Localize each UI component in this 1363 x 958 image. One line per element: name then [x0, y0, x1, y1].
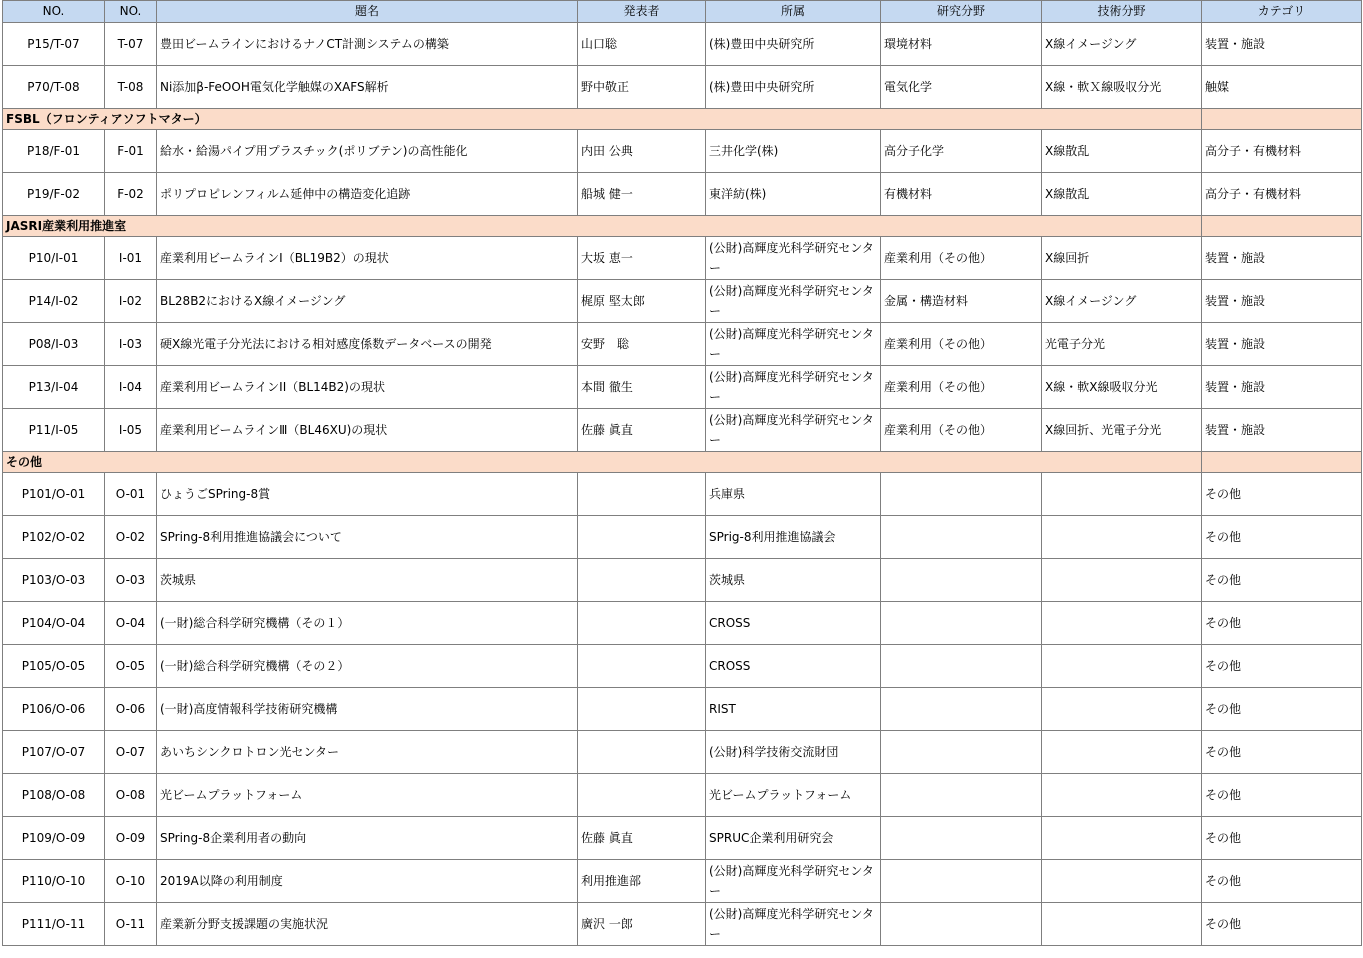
- cell-no-1[interactable]: P19/F-02: [3, 173, 105, 216]
- cell-tech-field[interactable]: [1042, 817, 1202, 860]
- cell-title[interactable]: 硬X線光電子分光法における相対感度係数データベースの開発: [157, 323, 578, 366]
- table-row: [3, 473, 1362, 516]
- table-row: [3, 602, 1362, 645]
- cell-no-1[interactable]: P103/O-03: [3, 559, 105, 602]
- cell-research-field[interactable]: [881, 860, 1042, 903]
- col-header-category[interactable]: カテゴリ: [1202, 1, 1362, 23]
- cell-no-1[interactable]: P111/O-11: [3, 903, 105, 946]
- cell-research-field[interactable]: 産業利用（その他）: [881, 366, 1042, 409]
- cell-affiliation[interactable]: 光ビームプラットフォーム: [706, 774, 881, 817]
- cell-presenter[interactable]: 本間 徹生: [578, 366, 706, 409]
- table-row: [3, 173, 1362, 216]
- cell-no-2[interactable]: O-08: [105, 774, 157, 817]
- cell-category[interactable]: 装置・施設: [1202, 366, 1362, 409]
- header-row: [3, 1, 1362, 23]
- cell-no-1[interactable]: P110/O-10: [3, 860, 105, 903]
- cell-category[interactable]: その他: [1202, 774, 1362, 817]
- cell-affiliation[interactable]: RIST: [706, 688, 881, 731]
- cell-research-field[interactable]: [881, 774, 1042, 817]
- cell-no-2[interactable]: T-07: [105, 23, 157, 66]
- cell-category[interactable]: 触媒: [1202, 66, 1362, 109]
- cell-affiliation[interactable]: (公財)高輝度光科学研究センター: [706, 280, 881, 323]
- col-header-title[interactable]: 題名: [157, 1, 578, 23]
- cell-no-2[interactable]: F-02: [105, 173, 157, 216]
- cell-no-2[interactable]: I-02: [105, 280, 157, 323]
- cell-no-2[interactable]: O-02: [105, 516, 157, 559]
- cell-research-field[interactable]: 有機材料: [881, 173, 1042, 216]
- cell-tech-field[interactable]: [1042, 645, 1202, 688]
- cell-tech-field[interactable]: [1042, 774, 1202, 817]
- cell-no-2[interactable]: O-05: [105, 645, 157, 688]
- cell-no-2[interactable]: O-06: [105, 688, 157, 731]
- cell-presenter[interactable]: [578, 473, 706, 516]
- cell-category[interactable]: その他: [1202, 602, 1362, 645]
- cell-presenter[interactable]: 廣沢 一郎: [578, 903, 706, 946]
- cell-research-field[interactable]: 環境材料: [881, 23, 1042, 66]
- cell-no-1[interactable]: P101/O-01: [3, 473, 105, 516]
- cell-presenter[interactable]: 佐藤 眞直: [578, 409, 706, 452]
- cell-no-2[interactable]: I-01: [105, 237, 157, 280]
- cell-no-1[interactable]: P106/O-06: [3, 688, 105, 731]
- cell-tech-field[interactable]: [1042, 688, 1202, 731]
- section-header-row: [3, 216, 1362, 237]
- cell-research-field[interactable]: [881, 731, 1042, 774]
- cell-category[interactable]: その他: [1202, 688, 1362, 731]
- col-header-presenter[interactable]: 発表者: [578, 1, 706, 23]
- cell-title[interactable]: 産業新分野支援課題の実施状況: [157, 903, 578, 946]
- table-row: [3, 860, 1362, 903]
- cell-category[interactable]: その他: [1202, 731, 1362, 774]
- col-header-no-1[interactable]: NO.: [3, 1, 105, 23]
- cell-presenter[interactable]: 安野 聡: [578, 323, 706, 366]
- cell-title[interactable]: ポリプロピレンフィルム延伸中の構造変化追跡: [157, 173, 578, 216]
- cell-no-1[interactable]: P14/I-02: [3, 280, 105, 323]
- cell-title[interactable]: 豊田ビームラインにおけるナノCT計測システムの構築: [157, 23, 578, 66]
- cell-affiliation[interactable]: (公財)高輝度光科学研究センター: [706, 903, 881, 946]
- section-label[interactable]: FSBL（フロンティアソフトマター）: [3, 109, 1202, 130]
- cell-no-1[interactable]: P107/O-07: [3, 731, 105, 774]
- cell-presenter[interactable]: 大坂 恵一: [578, 237, 706, 280]
- cell-no-2[interactable]: O-09: [105, 817, 157, 860]
- cell-no-2[interactable]: O-07: [105, 731, 157, 774]
- cell-category[interactable]: その他: [1202, 817, 1362, 860]
- cell-research-field[interactable]: 電気化学: [881, 66, 1042, 109]
- cell-tech-field[interactable]: X線回折: [1042, 237, 1202, 280]
- cell-title[interactable]: Ni添加β-FeOOH電気化学触媒のXAFS解析: [157, 66, 578, 109]
- cell-tech-field[interactable]: X線イメージング: [1042, 280, 1202, 323]
- cell-presenter[interactable]: [578, 688, 706, 731]
- cell-category[interactable]: 高分子・有機材料: [1202, 130, 1362, 173]
- cell-title[interactable]: SPring-8利用推進協議会について: [157, 516, 578, 559]
- cell-affiliation[interactable]: 兵庫県: [706, 473, 881, 516]
- cell-category[interactable]: 装置・施設: [1202, 409, 1362, 452]
- cell-title[interactable]: (一財)総合科学研究機構（その２）: [157, 645, 578, 688]
- table-row: [3, 237, 1362, 280]
- section-empty-cell[interactable]: [1202, 452, 1362, 473]
- table-row: [3, 817, 1362, 860]
- presentation-table: [2, 0, 1362, 946]
- table-row: [3, 516, 1362, 559]
- table-row: [3, 903, 1362, 946]
- cell-title[interactable]: 2019A以降の利用制度: [157, 860, 578, 903]
- cell-no-2[interactable]: I-05: [105, 409, 157, 452]
- table-row: [3, 774, 1362, 817]
- cell-no-1[interactable]: P18/F-01: [3, 130, 105, 173]
- cell-research-field[interactable]: 産業利用（その他）: [881, 323, 1042, 366]
- cell-presenter[interactable]: [578, 645, 706, 688]
- cell-affiliation[interactable]: 三井化学(株): [706, 130, 881, 173]
- cell-tech-field[interactable]: [1042, 860, 1202, 903]
- table-row: [3, 280, 1362, 323]
- cell-research-field[interactable]: [881, 516, 1042, 559]
- spreadsheet: [2, 0, 1361, 946]
- table-row: [3, 559, 1362, 602]
- cell-affiliation[interactable]: 東洋紡(株): [706, 173, 881, 216]
- cell-no-2[interactable]: O-01: [105, 473, 157, 516]
- cell-presenter[interactable]: [578, 774, 706, 817]
- cell-research-field[interactable]: [881, 688, 1042, 731]
- cell-category[interactable]: その他: [1202, 516, 1362, 559]
- cell-no-1[interactable]: P108/O-08: [3, 774, 105, 817]
- col-header-no-2[interactable]: NO.: [105, 1, 157, 23]
- cell-tech-field[interactable]: X線イメージング: [1042, 23, 1202, 66]
- cell-tech-field[interactable]: [1042, 473, 1202, 516]
- table-row: [3, 66, 1362, 109]
- cell-affiliation[interactable]: SPRUC企業利用研究会: [706, 817, 881, 860]
- table-body: [3, 23, 1362, 946]
- cell-category[interactable]: その他: [1202, 645, 1362, 688]
- table-row: [3, 645, 1362, 688]
- cell-affiliation[interactable]: (株)豊田中央研究所: [706, 66, 881, 109]
- cell-research-field[interactable]: 高分子化学: [881, 130, 1042, 173]
- cell-tech-field[interactable]: [1042, 516, 1202, 559]
- cell-title[interactable]: (一財)総合科学研究機構（その１）: [157, 602, 578, 645]
- cell-no-1[interactable]: P11/I-05: [3, 409, 105, 452]
- cell-title[interactable]: BL28B2におけるX線イメージング: [157, 280, 578, 323]
- cell-presenter[interactable]: 梶原 堅太郎: [578, 280, 706, 323]
- cell-affiliation[interactable]: (公財)高輝度光科学研究センター: [706, 409, 881, 452]
- cell-no-1[interactable]: P15/T-07: [3, 23, 105, 66]
- cell-title[interactable]: あいちシンクロトロン光センター: [157, 731, 578, 774]
- cell-no-1[interactable]: P104/O-04: [3, 602, 105, 645]
- cell-title[interactable]: 茨城県: [157, 559, 578, 602]
- cell-research-field[interactable]: [881, 559, 1042, 602]
- cell-presenter[interactable]: [578, 731, 706, 774]
- cell-research-field[interactable]: [881, 602, 1042, 645]
- cell-category[interactable]: その他: [1202, 473, 1362, 516]
- cell-presenter[interactable]: 船城 健一: [578, 173, 706, 216]
- cell-category[interactable]: その他: [1202, 559, 1362, 602]
- cell-no-2[interactable]: I-04: [105, 366, 157, 409]
- cell-title[interactable]: SPring-8企業利用者の動向: [157, 817, 578, 860]
- section-label[interactable]: その他: [3, 452, 1202, 473]
- cell-research-field[interactable]: 産業利用（その他）: [881, 409, 1042, 452]
- cell-no-2[interactable]: O-03: [105, 559, 157, 602]
- cell-presenter[interactable]: [578, 602, 706, 645]
- cell-category[interactable]: 装置・施設: [1202, 23, 1362, 66]
- cell-no-1[interactable]: P105/O-05: [3, 645, 105, 688]
- cell-no-1[interactable]: P102/O-02: [3, 516, 105, 559]
- cell-title[interactable]: 給水・給湯パイプ用プラスチック(ポリブテン)の高性能化: [157, 130, 578, 173]
- cell-no-1[interactable]: P08/I-03: [3, 323, 105, 366]
- cell-tech-field[interactable]: [1042, 559, 1202, 602]
- table-row: [3, 323, 1362, 366]
- cell-no-2[interactable]: T-08: [105, 66, 157, 109]
- cell-affiliation[interactable]: (公財)高輝度光科学研究センター: [706, 860, 881, 903]
- section-header-row: [3, 452, 1362, 473]
- cell-tech-field[interactable]: [1042, 903, 1202, 946]
- table-row: [3, 130, 1362, 173]
- cell-category[interactable]: 装置・施設: [1202, 280, 1362, 323]
- cell-affiliation[interactable]: (公財)高輝度光科学研究センター: [706, 366, 881, 409]
- cell-affiliation[interactable]: (公財)高輝度光科学研究センター: [706, 323, 881, 366]
- cell-title[interactable]: 光ビームプラットフォーム: [157, 774, 578, 817]
- cell-research-field[interactable]: [881, 473, 1042, 516]
- table-row: [3, 23, 1362, 66]
- section-empty-cell[interactable]: [1202, 216, 1362, 237]
- cell-tech-field[interactable]: X線・軟X線吸収分光: [1042, 366, 1202, 409]
- section-empty-cell[interactable]: [1202, 109, 1362, 130]
- col-header-affiliation[interactable]: 所属: [706, 1, 881, 23]
- col-header-tech-field[interactable]: 技術分野: [1042, 1, 1202, 23]
- cell-no-2[interactable]: F-01: [105, 130, 157, 173]
- cell-category[interactable]: 装置・施設: [1202, 237, 1362, 280]
- cell-affiliation[interactable]: (公財)科学技術交流財団: [706, 731, 881, 774]
- cell-research-field[interactable]: 金属・構造材料: [881, 280, 1042, 323]
- cell-research-field[interactable]: [881, 903, 1042, 946]
- table-row: [3, 731, 1362, 774]
- cell-title[interactable]: 産業利用ビームラインⅢ（BL46XU)の現状: [157, 409, 578, 452]
- cell-category[interactable]: その他: [1202, 860, 1362, 903]
- cell-presenter[interactable]: [578, 559, 706, 602]
- cell-research-field[interactable]: [881, 817, 1042, 860]
- cell-tech-field[interactable]: 光電子分光: [1042, 323, 1202, 366]
- cell-tech-field[interactable]: [1042, 731, 1202, 774]
- cell-presenter[interactable]: 野中敬正: [578, 66, 706, 109]
- cell-tech-field[interactable]: X線・軟Ｘ線吸収分光: [1042, 66, 1202, 109]
- cell-tech-field[interactable]: X線散乱: [1042, 130, 1202, 173]
- cell-research-field[interactable]: 産業利用（その他）: [881, 237, 1042, 280]
- cell-presenter[interactable]: 内田 公典: [578, 130, 706, 173]
- cell-title[interactable]: (一財)高度情報科学技術研究機構: [157, 688, 578, 731]
- cell-title[interactable]: ひょうごSPring-8賞: [157, 473, 578, 516]
- cell-affiliation[interactable]: CROSS: [706, 645, 881, 688]
- cell-no-2[interactable]: I-03: [105, 323, 157, 366]
- cell-affiliation[interactable]: (公財)高輝度光科学研究センター: [706, 237, 881, 280]
- cell-presenter[interactable]: [578, 516, 706, 559]
- cell-affiliation[interactable]: SPrig-8利用推進協議会: [706, 516, 881, 559]
- cell-affiliation[interactable]: CROSS: [706, 602, 881, 645]
- cell-category[interactable]: その他: [1202, 903, 1362, 946]
- cell-title[interactable]: 産業利用ビームラインI（BL19B2）の現状: [157, 237, 578, 280]
- section-label[interactable]: JASRI産業利用推進室: [3, 216, 1202, 237]
- cell-title[interactable]: 産業利用ビームラインII（BL14B2)の現状: [157, 366, 578, 409]
- cell-affiliation[interactable]: (株)豊田中央研究所: [706, 23, 881, 66]
- cell-affiliation[interactable]: 茨城県: [706, 559, 881, 602]
- cell-category[interactable]: 装置・施設: [1202, 323, 1362, 366]
- table-row: [3, 409, 1362, 452]
- cell-no-1[interactable]: P10/I-01: [3, 237, 105, 280]
- cell-tech-field[interactable]: X線回折、光電子分光: [1042, 409, 1202, 452]
- cell-no-1[interactable]: P70/T-08: [3, 66, 105, 109]
- col-header-research-field[interactable]: 研究分野: [881, 1, 1042, 23]
- cell-tech-field[interactable]: [1042, 602, 1202, 645]
- table-row: [3, 688, 1362, 731]
- cell-no-1[interactable]: P109/O-09: [3, 817, 105, 860]
- cell-presenter[interactable]: 佐藤 眞直: [578, 817, 706, 860]
- cell-category[interactable]: 高分子・有機材料: [1202, 173, 1362, 216]
- cell-research-field[interactable]: [881, 645, 1042, 688]
- cell-no-2[interactable]: O-11: [105, 903, 157, 946]
- section-header-row: [3, 109, 1362, 130]
- cell-tech-field[interactable]: X線散乱: [1042, 173, 1202, 216]
- cell-presenter[interactable]: 利用推進部: [578, 860, 706, 903]
- cell-no-2[interactable]: O-04: [105, 602, 157, 645]
- table-row: [3, 366, 1362, 409]
- cell-presenter[interactable]: 山口聡: [578, 23, 706, 66]
- cell-no-2[interactable]: O-10: [105, 860, 157, 903]
- cell-no-1[interactable]: P13/I-04: [3, 366, 105, 409]
